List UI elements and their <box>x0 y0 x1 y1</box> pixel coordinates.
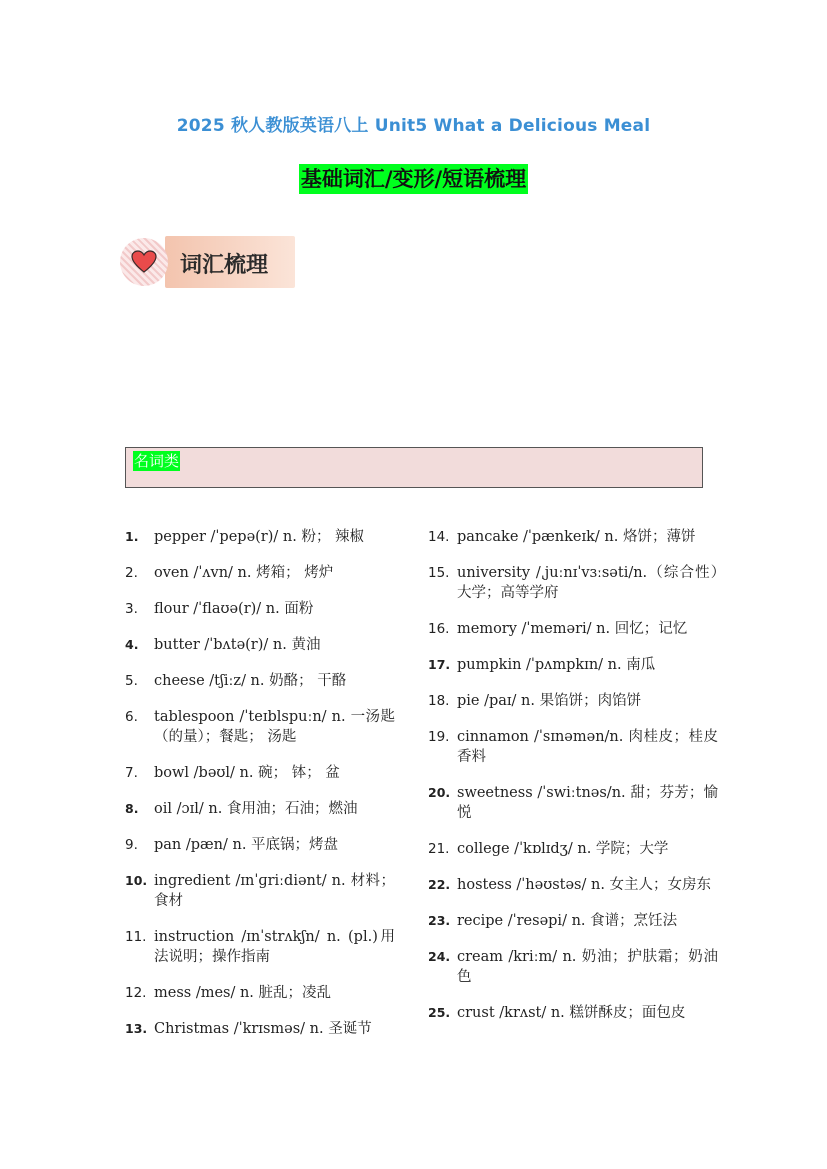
item-text: oil /ɔɪl/ n. 食用油；石油；燃油 <box>154 801 358 817</box>
item-number: 15. <box>428 565 450 581</box>
category-label: 名词类 <box>134 452 180 470</box>
heart-icon <box>120 238 168 286</box>
vocab-item <box>428 527 718 547</box>
item-number: 1. <box>125 529 139 544</box>
item-number: 9. <box>125 837 138 853</box>
section-heading-text: 词汇梳理 <box>180 252 269 278</box>
vocab-item <box>428 1003 718 1023</box>
item-text: crust /krʌst/ n. 糕饼酥皮；面包皮 <box>457 1005 686 1021</box>
item-number: 20. <box>428 785 451 800</box>
vocab-item <box>125 1019 395 1039</box>
item-number: 18. <box>428 693 450 709</box>
item-text: flour /ˈflaʊə(r)/ n. 面粉 <box>154 601 314 617</box>
vocab-item <box>428 911 718 931</box>
item-number: 6. <box>125 709 138 725</box>
item-text: Christmas /ˈkrɪsməs/ n. 圣诞节 <box>154 1021 372 1037</box>
item-text: butter /ˈbʌtə(r)/ n. 黄油 <box>154 637 321 653</box>
item-number: 19. <box>428 729 450 745</box>
item-text: college /ˈkɒlɪdʒ/ n. 学院；大学 <box>457 841 669 857</box>
item-text: cream /kriːm/ n. 奶油；护肤霜；奶油色 <box>457 949 718 985</box>
vocab-item <box>125 927 395 967</box>
item-text: memory /ˈmeməri/ n. 回忆；记忆 <box>457 621 688 637</box>
section-heading-box <box>165 236 295 288</box>
item-text: hostess /ˈhəʊstəs/ n. 女主人；女房东 <box>457 877 712 893</box>
vocab-item <box>125 563 395 583</box>
item-number: 21. <box>428 841 450 857</box>
item-number: 25. <box>428 1005 451 1020</box>
item-text: tablespoon /ˈteɪblspuːn/ n. 一汤匙（的量）；餐匙； 汤匙 <box>154 709 395 745</box>
vocab-item <box>428 619 718 639</box>
item-number: 24. <box>428 949 451 964</box>
vocab-item <box>428 783 718 823</box>
vocab-item <box>428 655 718 675</box>
item-number: 2. <box>125 565 138 581</box>
document-subtitle: 基础词汇/变形/短语梳理 <box>299 164 528 194</box>
vocab-item <box>428 875 718 895</box>
document-title: 2025 秋人教版英语八上 Unit5 What a Delicious Meal <box>176 116 651 136</box>
vocab-item <box>428 563 718 603</box>
item-text: oven /ˈʌvn/ n. 烤箱； 烤炉 <box>154 565 334 581</box>
vocab-item <box>428 727 718 767</box>
item-number: 3. <box>125 601 138 617</box>
item-number: 13. <box>125 1021 148 1036</box>
vocab-item <box>125 763 395 783</box>
item-number: 5. <box>125 673 138 689</box>
vocab-item <box>428 691 718 711</box>
item-number: 14. <box>428 529 450 545</box>
item-number: 22. <box>428 877 451 892</box>
item-number: 11. <box>125 929 147 945</box>
item-text: pie /paɪ/ n. 果馅饼；肉馅饼 <box>457 693 642 709</box>
category-box <box>125 447 703 488</box>
item-text: pepper /ˈpepə(r)/ n. 粉； 辣椒 <box>154 529 365 545</box>
vocab-item <box>125 871 395 911</box>
vocab-column-left <box>125 527 395 1055</box>
item-number: 7. <box>125 765 138 781</box>
item-text: university /ˌjuːnɪˈvɜːsəti/n.（综合性）大学；高等学府 <box>457 565 718 601</box>
vocab-item <box>428 839 718 859</box>
vocab-item <box>125 599 395 619</box>
item-text: instruction /ɪnˈstrʌkʃn/ n. (pl.)用法说明；操作指南 <box>154 929 395 965</box>
item-number: 8. <box>125 801 139 816</box>
item-text: sweetness /ˈswiːtnəs/n. 甜；芬芳；愉悦 <box>457 785 718 821</box>
section-heading <box>120 236 296 288</box>
item-text: mess /mes/ n. 脏乱；凌乱 <box>154 985 332 1001</box>
item-text: pancake /ˈpænkeɪk/ n. 烙饼；薄饼 <box>457 529 696 545</box>
item-number: 10. <box>125 873 148 888</box>
item-number: 12. <box>125 985 147 1001</box>
item-text: cinnamon /ˈsɪnəmən/n. 肉桂皮；桂皮香料 <box>457 729 718 765</box>
vocab-item <box>125 799 395 819</box>
vocab-item <box>125 707 395 747</box>
item-text: recipe /ˈresəpi/ n. 食谱；烹饪法 <box>457 913 678 929</box>
item-number: 17. <box>428 657 451 672</box>
vocab-item <box>125 983 395 1003</box>
vocab-column-right <box>428 527 718 1039</box>
item-number: 16. <box>428 621 450 637</box>
item-text: pan /pæn/ n. 平底锅；烤盘 <box>154 837 339 853</box>
item-text: ingredient /ɪnˈɡriːdiənt/ n. 材料；食材 <box>154 873 395 909</box>
item-number: 4. <box>125 637 139 652</box>
vocab-item <box>125 835 395 855</box>
vocab-item <box>428 947 718 987</box>
vocab-item <box>125 671 395 691</box>
subtitle-container <box>0 164 827 194</box>
item-text: pumpkin /ˈpʌmpkɪn/ n. 南瓜 <box>457 657 656 673</box>
item-text: cheese /tʃiːz/ n. 奶酪； 干酪 <box>154 673 347 689</box>
vocab-item <box>125 635 395 655</box>
item-text: bowl /bəʊl/ n. 碗； 钵； 盆 <box>154 765 340 781</box>
vocab-item <box>125 527 395 547</box>
item-number: 23. <box>428 913 451 928</box>
